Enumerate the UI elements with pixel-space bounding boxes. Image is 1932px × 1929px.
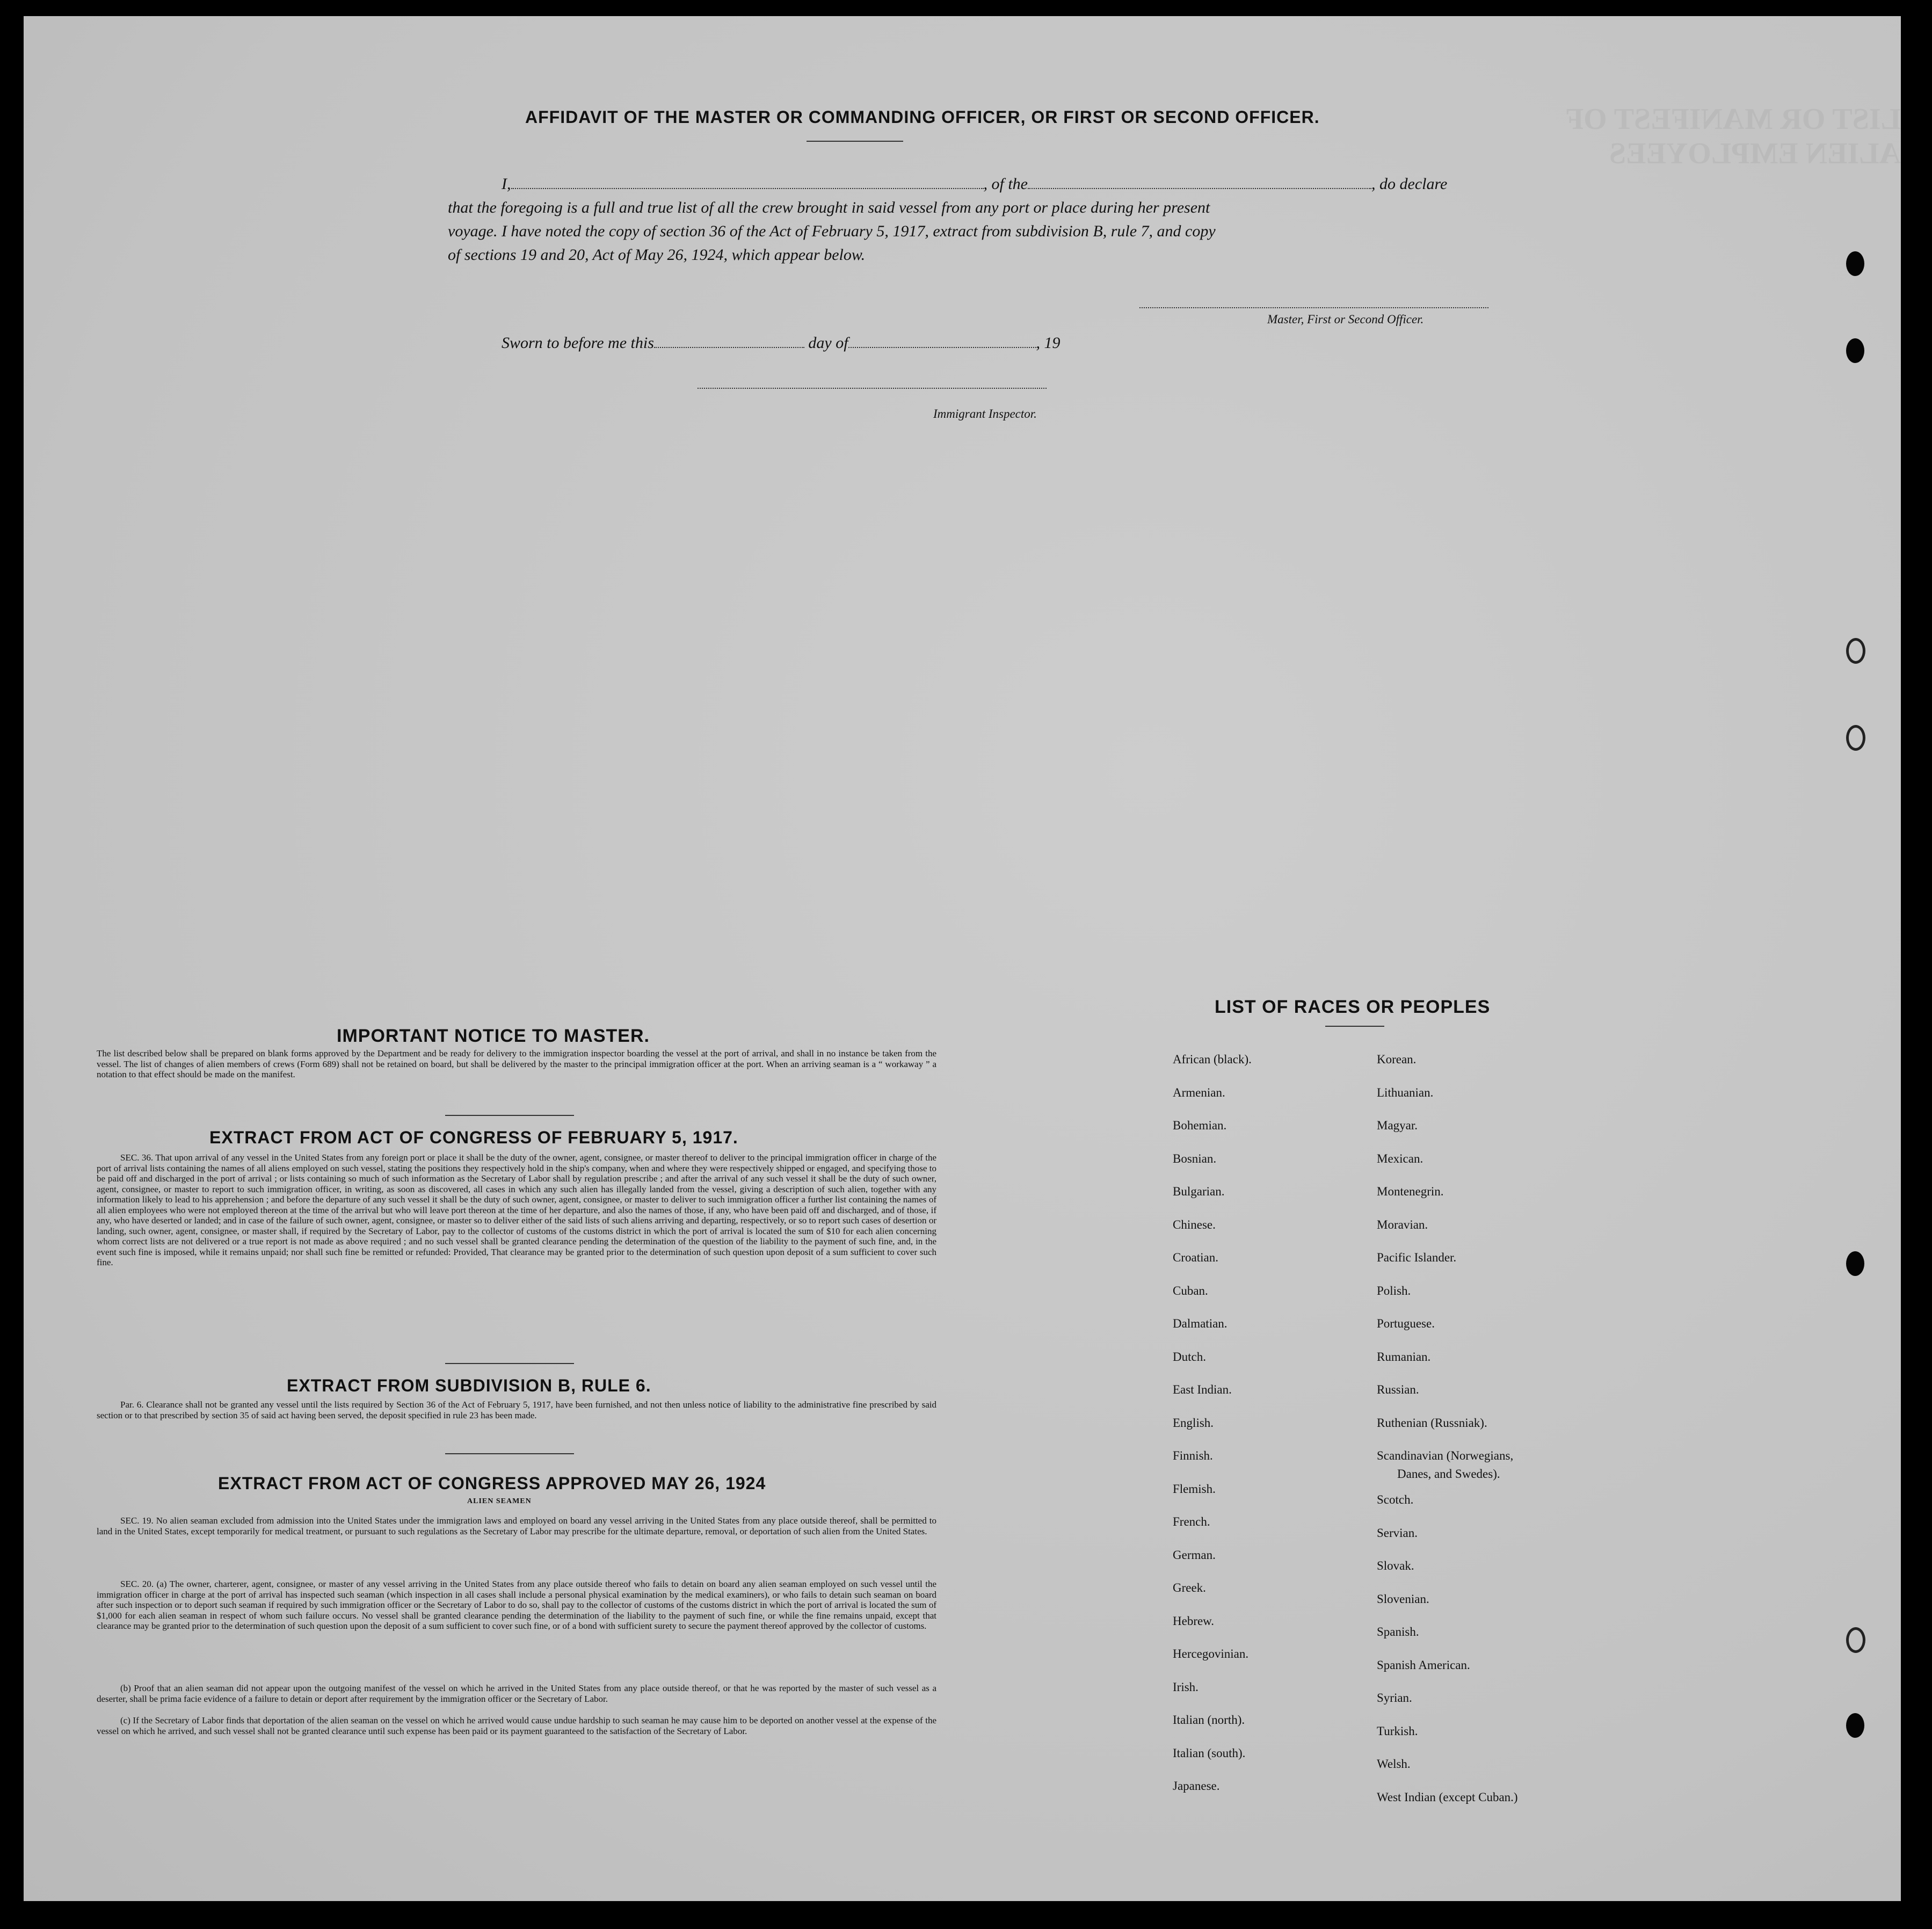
extract-1924-sec20b: (b) Proof that an alien seaman did not appear upon the outgoing manifest of the vessel on which he arrived in the United States from any place outside thereof, or that he was reported by the master of such vessel as a deserter, shall be prima facie evidence of a failure to detain or deport after requirement by the immigration officer or the Secretary of Labor. xyxy=(97,1683,936,1704)
affidavit-divider xyxy=(807,141,903,142)
extract-1917-title: EXTRACT FROM ACT OF CONGRESS OF FEBRUARY 5, 1917. xyxy=(209,1128,738,1147)
race-item: Bohemian. xyxy=(1173,1119,1227,1132)
binder-hole xyxy=(1846,1627,1865,1653)
affidavit-line-4: of sections 19 and 20, Act of May 26, 1924, which appear below. xyxy=(448,246,866,264)
race-item: Italian (south). xyxy=(1173,1746,1246,1760)
inspector-signature-label: Immigrant Inspector. xyxy=(933,407,1037,420)
race-item: Servian. xyxy=(1377,1526,1418,1540)
race-item: Japanese. xyxy=(1173,1779,1220,1793)
race-item: Bosnian. xyxy=(1173,1151,1217,1165)
extract-rule6-divider xyxy=(445,1453,574,1454)
races-column-1 xyxy=(1173,1043,1252,1803)
extract-rule6-title: EXTRACT FROM SUBDIVISION B, RULE 6. xyxy=(287,1376,651,1395)
race-item: French. xyxy=(1173,1515,1210,1528)
binder-hole xyxy=(1846,1251,1864,1276)
race-item: Danes, and Swedes). xyxy=(1397,1467,1500,1481)
affidavit-line-3: voyage. I have noted the copy of section 36 of the Act of February 5, 1917, extract from subdivision B, rule 7, and copy xyxy=(448,222,1216,240)
binder-hole xyxy=(1846,251,1864,276)
alien-seamen-subtitle: ALIEN SEAMEN xyxy=(467,1497,532,1505)
extract-1924-sec20c: (c) If the Secretary of Labor finds that deportation of the alien seaman on the vessel on which he arrived would cause undue hardship to such seaman he may cause him to be deported on another vessel at the expense of the vessel on which he arrived, and such vessel shall not be granted clearance until such expense has been paid or its payment guaranteed to the satisfaction of the Secretary of Labor. xyxy=(97,1715,936,1736)
race-item: English. xyxy=(1173,1416,1214,1430)
master-signature-label: Master, First or Second Officer. xyxy=(1267,313,1424,326)
day-of-label: day of xyxy=(808,334,848,352)
race-item: West Indian (except Cuban.) xyxy=(1377,1790,1518,1804)
extract-1917-divider xyxy=(445,1363,574,1364)
extract-rule6-body: Par. 6. Clearance shall not be granted any vessel until the lists required by Section 36 of the Act of February 5, 1917, have been furnished, and not then unless notice of liability to the administrative fine prescribed by said section or to that prescribed by section 35 of said act having been served, the deposit specified in rule 23 has been made. xyxy=(97,1399,936,1420)
document-page xyxy=(24,16,1901,1901)
races-title: LIST OF RACES OR PEOPLES xyxy=(1215,997,1491,1017)
race-item: Lithuanian. xyxy=(1377,1085,1434,1099)
race-item: Pacific Islander. xyxy=(1377,1251,1457,1264)
master-signature-line[interactable] xyxy=(1139,306,1488,308)
race-item: Welsh. xyxy=(1377,1757,1411,1771)
race-item: Cuban. xyxy=(1173,1283,1208,1297)
race-item: Slovak. xyxy=(1377,1559,1414,1572)
race-item: Slovenian. xyxy=(1377,1592,1429,1606)
races-column-2 xyxy=(1377,1043,1518,1814)
race-item: Russian. xyxy=(1377,1383,1419,1396)
race-item: Korean. xyxy=(1377,1053,1417,1066)
race-item: Greek. xyxy=(1173,1581,1206,1594)
affidavit-do-declare-label: , do declare xyxy=(1371,175,1448,193)
races-divider xyxy=(1325,1026,1384,1027)
race-item: East Indian. xyxy=(1173,1383,1232,1396)
bleed-through-header: LIST OR MANIFEST OF ALIEN EMPLOYEES xyxy=(1566,103,1901,170)
sworn-label: Sworn to before me this xyxy=(502,334,654,352)
binder-hole xyxy=(1846,338,1864,363)
extract-1924-sec20a: SEC. 20. (a) The owner, charterer, agent, consignee, or master of any vessel arriving in the United States from any place outside thereof who fails to detain on board any alien seaman employed on such vessel until the immigration officer in charge at the port of arrival has inspected such seaman (which inspection in all cases shall include a personal physical examination by the medical examiners), or who fails to detain such seaman on board after such inspection or to deport such seaman if required by such immigration officer or the Secretary of Labor to do so, shall pay to the collector of customs of the customs district in which the port of arrival is located the sum of $1,000 for each alien seaman in respect of whom such failure occurs. No vessel shall be granted clearance pending the determination of the liability to the payment of such fine, or while the fine remains unpaid, except that clearance may be granted prior to the determination of such question upon the deposit of a sum sufficient to cover such fine, or of a bond with sufficient surety to secure the payment thereof approved by the collector of customs. xyxy=(97,1579,936,1631)
binder-hole xyxy=(1846,725,1865,751)
extract-1924-title: EXTRACT FROM ACT OF CONGRESS APPROVED MAY 26, 1924 xyxy=(218,1474,766,1493)
binder-hole xyxy=(1846,638,1865,664)
race-item: Magyar. xyxy=(1377,1119,1418,1132)
master-name-field[interactable] xyxy=(511,176,984,189)
race-item: Mexican. xyxy=(1377,1151,1423,1165)
extract-1917-body: SEC. 36. That upon arrival of any vessel in the United States from any foreign port or place it shall be the duty of the owner, agent, consignee, or master thereof to deliver to the principal immigration officer in charge of the port of arrival lists containing the names of all aliens employed on such vessel, stating the positions they respectively hold in the ship's company, when and where they were respectively shipped or engaged, and specifying those to be paid off and discharged in the port of arrival ; or lists containing so much of such information as the Secretary of Labor shall by regulation prescribe ; and after the arrival of any such vessel it shall be the duty of such owner, agent, consignee, or master to report to such immigration officer, in writing, as soon as discovered, all cases in which any such alien has illegally landed from the vessel, giving a description of such alien, together with any information likely to lead to his apprehension ; and before the departure of any such vessel it shall be the duty of such owner, agent, consignee, or master to deliver to such immigration officer a further list containing the names of all alien employees who were not employed thereon at the time of the arrival but who will leave port thereon at the time of her departure, and also the names of those, if any, who have been paid off and discharged, and of those, if any, who have deserted or landed; and in case of the failure of such owner, agent, consignee, or master so to deliver either of the said lists of such aliens arriving and departing, respectively, or so to report such cases of desertion or landing, such owner, agent, consignee, or master shall, if required by the Secretary of Labor, pay to the collector of customs of the customs district in which the port of arrival is located the sum of $10 for each alien concerning whom correct lists are not delivered or a true report is not made as above required ; and no such vessel shall be granted clearance pending the determination of the question of the liability to the payment of such fine, and, in the event such fine is imposed, while it remains unpaid; nor shall such fine be remitted or refunded: Provided, That clearance may be granted prior to the determination of such question upon deposit of a sum sufficient to cover such fine. xyxy=(97,1152,936,1267)
race-item: Irish. xyxy=(1173,1680,1199,1694)
vessel-name-field[interactable] xyxy=(1028,176,1371,189)
race-item: Hebrew. xyxy=(1173,1614,1215,1628)
race-item: Armenian. xyxy=(1173,1085,1225,1099)
race-item: Bulgarian. xyxy=(1173,1185,1225,1198)
affidavit-declaration-line xyxy=(502,175,1447,193)
race-item: Syrian. xyxy=(1377,1691,1412,1705)
race-item: Portuguese. xyxy=(1377,1317,1435,1330)
race-item: Rumanian. xyxy=(1377,1350,1431,1364)
race-item: Chinese. xyxy=(1173,1217,1216,1231)
sworn-day-field[interactable] xyxy=(654,335,804,348)
inspector-signature-line[interactable] xyxy=(698,387,1047,389)
extract-1924-sec19: SEC. 19. No alien seaman excluded from admission into the United States under the immigration laws and employed on board any vessel arriving in the United States from any place outside thereof, shall be permitted to land in the United States, except temporarily for medical treatment, or pursuant to such regulations as the Secretary of Labor may prescribe for the ultimate departure, removal, or deportation of such alien from the United States. xyxy=(97,1515,936,1536)
race-item: Croatian. xyxy=(1173,1251,1218,1264)
notice-divider xyxy=(445,1115,574,1116)
race-item: Spanish. xyxy=(1377,1625,1419,1638)
affidavit-i-label: I, xyxy=(502,175,511,193)
race-item: German. xyxy=(1173,1548,1216,1562)
affidavit-title: AFFIDAVIT OF THE MASTER OR COMMANDING OFFICER, OR FIRST OR SECOND OFFICER. xyxy=(525,107,1320,127)
notice-title: IMPORTANT NOTICE TO MASTER. xyxy=(337,1026,650,1046)
race-item: Finnish. xyxy=(1173,1449,1213,1462)
sworn-month-field[interactable] xyxy=(848,335,1036,348)
race-item: Ruthenian (Russniak). xyxy=(1377,1416,1487,1430)
race-item: Flemish. xyxy=(1173,1482,1216,1496)
race-item: Moravian. xyxy=(1377,1217,1428,1231)
race-item: Turkish. xyxy=(1377,1724,1418,1738)
sworn-line xyxy=(502,334,1061,352)
race-item: Scotch. xyxy=(1377,1493,1414,1506)
race-item: Spanish American. xyxy=(1377,1658,1470,1672)
race-item: Dalmatian. xyxy=(1173,1317,1228,1330)
race-item: Scandinavian (Norwegians, xyxy=(1377,1449,1514,1462)
race-item: Polish. xyxy=(1377,1283,1411,1297)
race-item: Dutch. xyxy=(1173,1350,1206,1364)
year-label: , 19 xyxy=(1036,334,1061,352)
affidavit-line-2: that the foregoing is a full and true list of all the crew brought in said vessel from any port or place during her present xyxy=(448,199,1210,216)
notice-body: The list described below shall be prepared on blank forms approved by the Department and be ready for delivery to the immigration inspector boarding the vessel at the port of arrival, and shall in no instance be taken from the vessel. The list of changes of alien members of crews (Form 689) shall not be retained on board, but shall be delivered by the master to the principal immigration officer at the port. When an arriving seaman is a “ workaway ” a notation to that effect should be made on the manifest. xyxy=(97,1048,936,1079)
race-item: Italian (north). xyxy=(1173,1713,1245,1727)
binder-hole xyxy=(1846,1713,1864,1738)
affidavit-of-the-label: , of the xyxy=(983,175,1028,193)
race-item: Hercegovinian. xyxy=(1173,1647,1249,1660)
race-item: Montenegrin. xyxy=(1377,1185,1444,1198)
race-item: African (black). xyxy=(1173,1053,1252,1066)
